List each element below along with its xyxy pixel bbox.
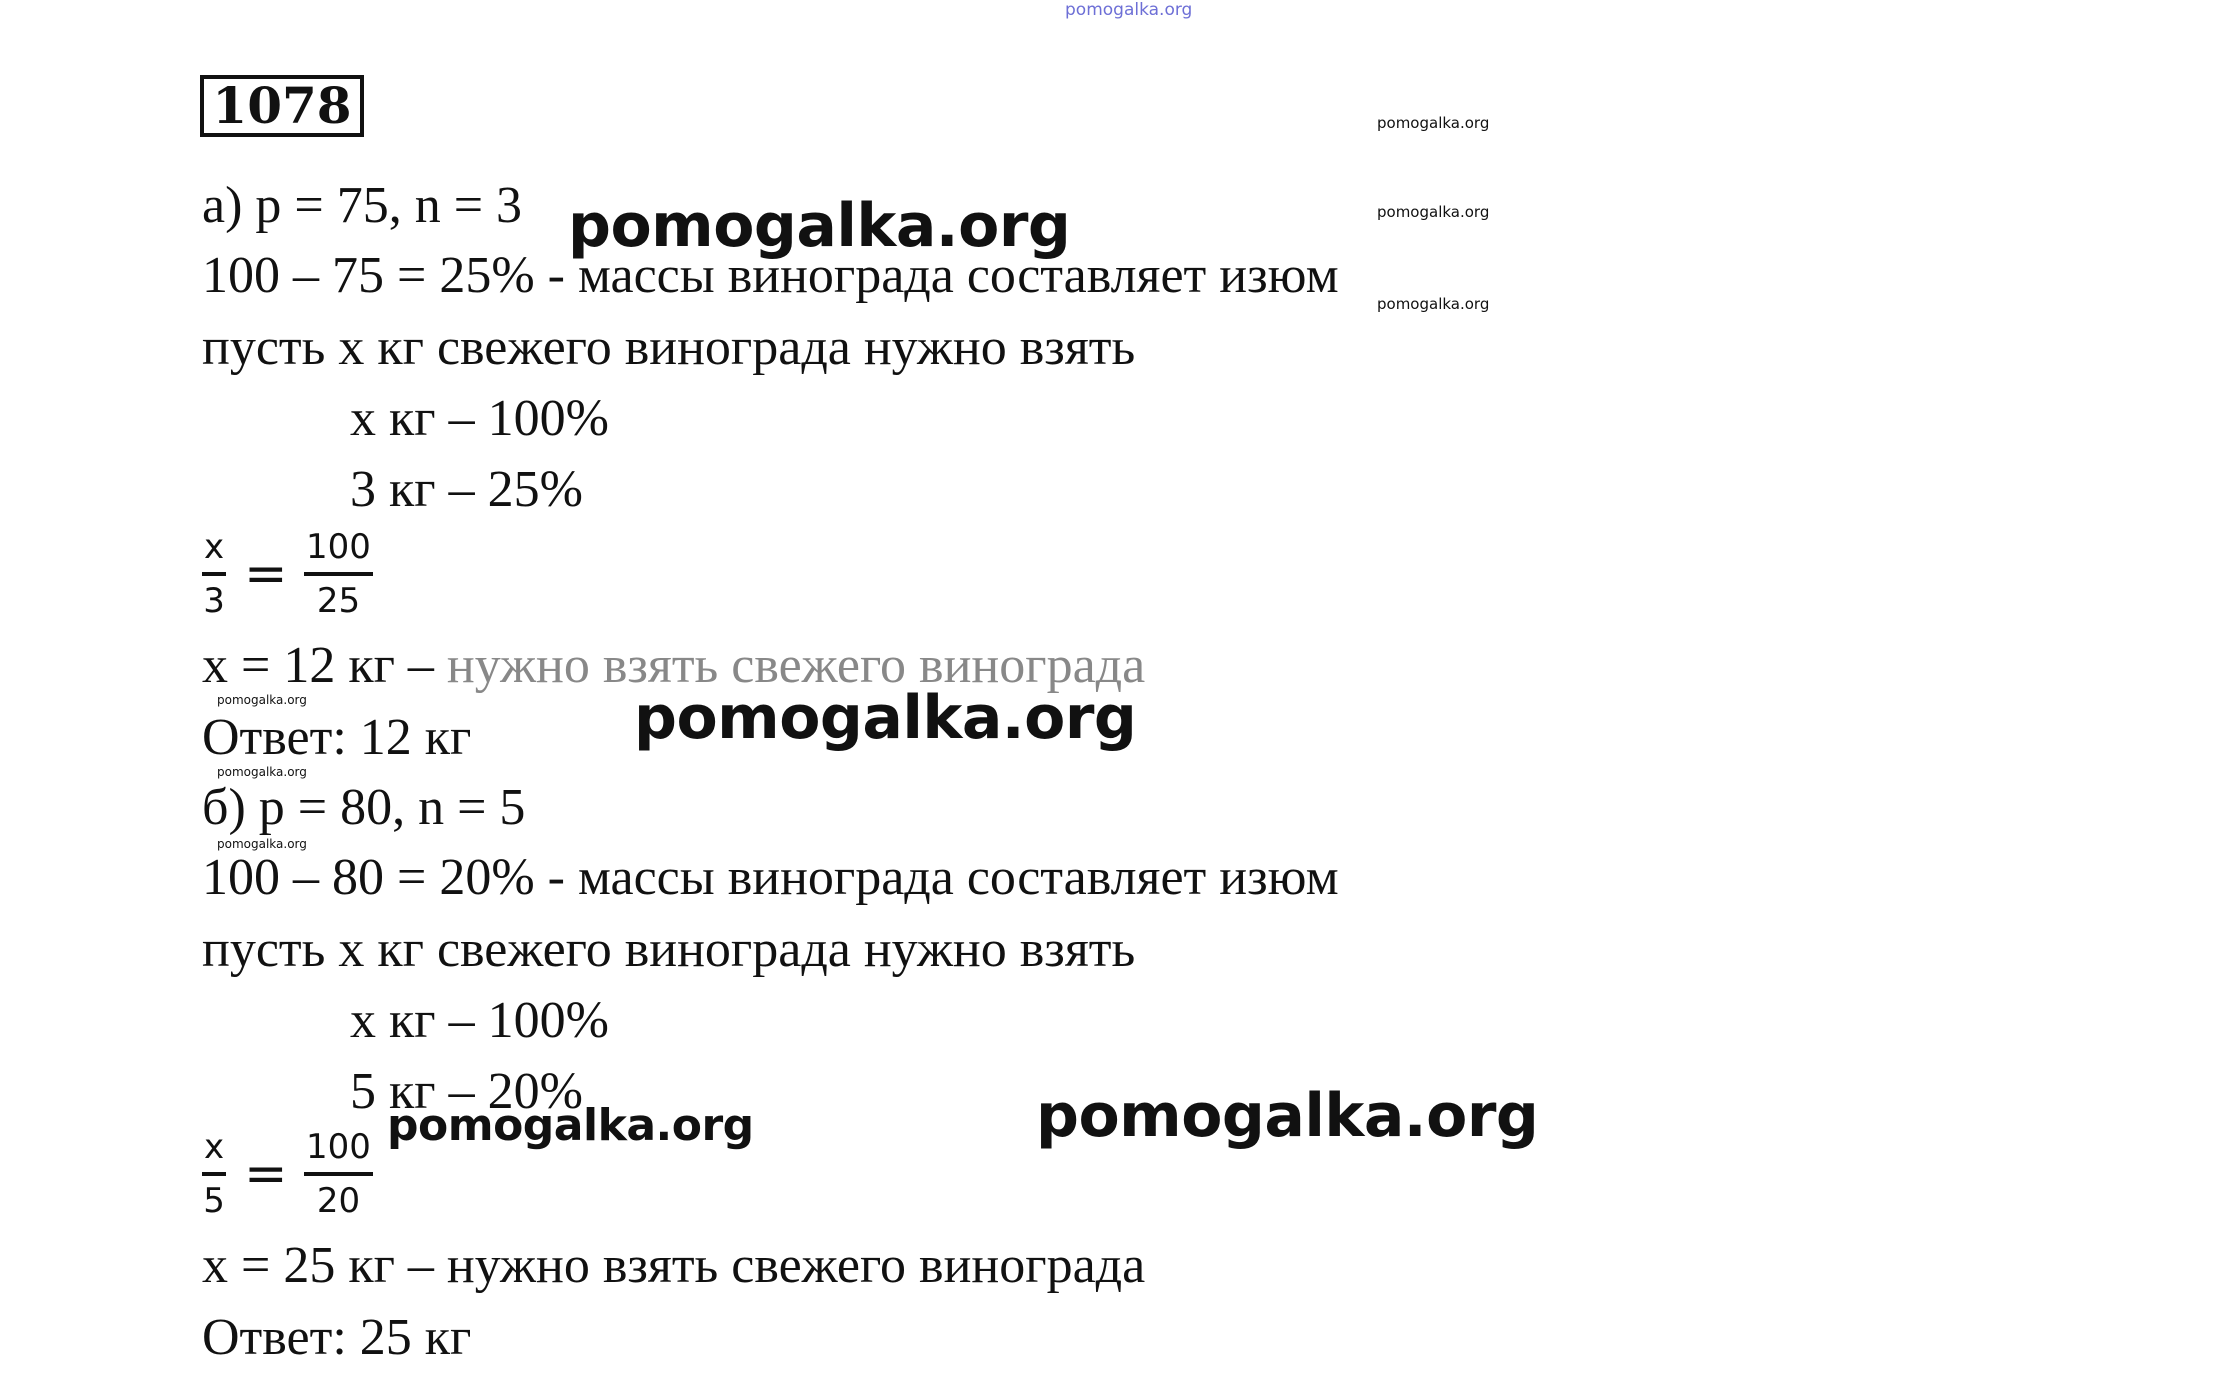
- part-a-equation: [202, 527, 402, 640]
- equals-sign: =: [244, 1144, 288, 1204]
- problem-number: 1078: [200, 75, 364, 137]
- fraction-numerator: x: [202, 530, 226, 576]
- part-a-result-text: нужно взять свежего винограда: [446, 637, 1146, 694]
- part-a-heading: а) р = 75, n = 3: [202, 177, 523, 234]
- part-a-line2: пусть х кг свежего винограда нужно взять: [202, 319, 1136, 376]
- fraction-denominator: 3: [203, 581, 225, 621]
- part-b-line1: 100 – 80 = 20% - массы винограда составляет изюм: [202, 849, 1339, 906]
- part-b-line2: пусть х кг свежего винограда нужно взять: [202, 921, 1136, 978]
- fraction-denominator: 20: [316, 1181, 361, 1221]
- part-b-result: х = 25 кг – нужно взять свежего винограда: [202, 1237, 1146, 1294]
- part-a-line1: 100 – 75 = 25% - массы винограда составляет изюм: [202, 247, 1339, 304]
- part-a-answer: Ответ: 12 кг: [202, 709, 472, 766]
- watermark-big: pomogalka.org: [1036, 1081, 1539, 1151]
- part-a-proportion-1: х кг – 100%: [350, 390, 609, 447]
- fraction-numerator: 100: [304, 1130, 373, 1176]
- part-a-fraction-right: [304, 527, 373, 621]
- watermark-big: pomogalka.org: [634, 683, 1137, 753]
- watermark-small: pomogalka.org: [1377, 203, 1490, 221]
- fraction-numerator: 100: [304, 530, 373, 576]
- fraction-denominator: 5: [203, 1181, 225, 1221]
- watermark-tiny: pomogalka.org: [217, 693, 307, 707]
- part-b-fraction-right: [304, 1127, 373, 1221]
- watermark-top: pomogalka.org: [1065, 0, 1193, 20]
- watermark-big: pomogalka.org: [568, 191, 1071, 261]
- part-b-proportion-1: х кг – 100%: [350, 992, 609, 1049]
- watermark-tiny: pomogalka.org: [217, 765, 307, 779]
- part-b-answer: Ответ: 25 кг: [202, 1309, 472, 1366]
- part-b-fraction-left: [202, 1127, 226, 1221]
- part-a-result-value: х = 12 кг –: [202, 637, 447, 694]
- fraction-numerator: x: [202, 1130, 226, 1176]
- part-b-equation: [202, 1127, 402, 1240]
- fraction-denominator: 25: [316, 581, 361, 621]
- equals-sign: =: [244, 544, 288, 604]
- part-b-proportion-2: 5 кг – 20%: [350, 1063, 583, 1120]
- part-a-proportion-2: 3 кг – 25%: [350, 461, 583, 518]
- watermark-medium: pomogalka.org: [387, 1100, 754, 1151]
- watermark-small: pomogalka.org: [1377, 295, 1490, 313]
- watermark-tiny: pomogalka.org: [217, 837, 307, 851]
- part-b-heading: б) р = 80, n = 5: [202, 779, 526, 836]
- watermark-small: pomogalka.org: [1377, 114, 1490, 132]
- part-a-fraction-left: [202, 527, 226, 621]
